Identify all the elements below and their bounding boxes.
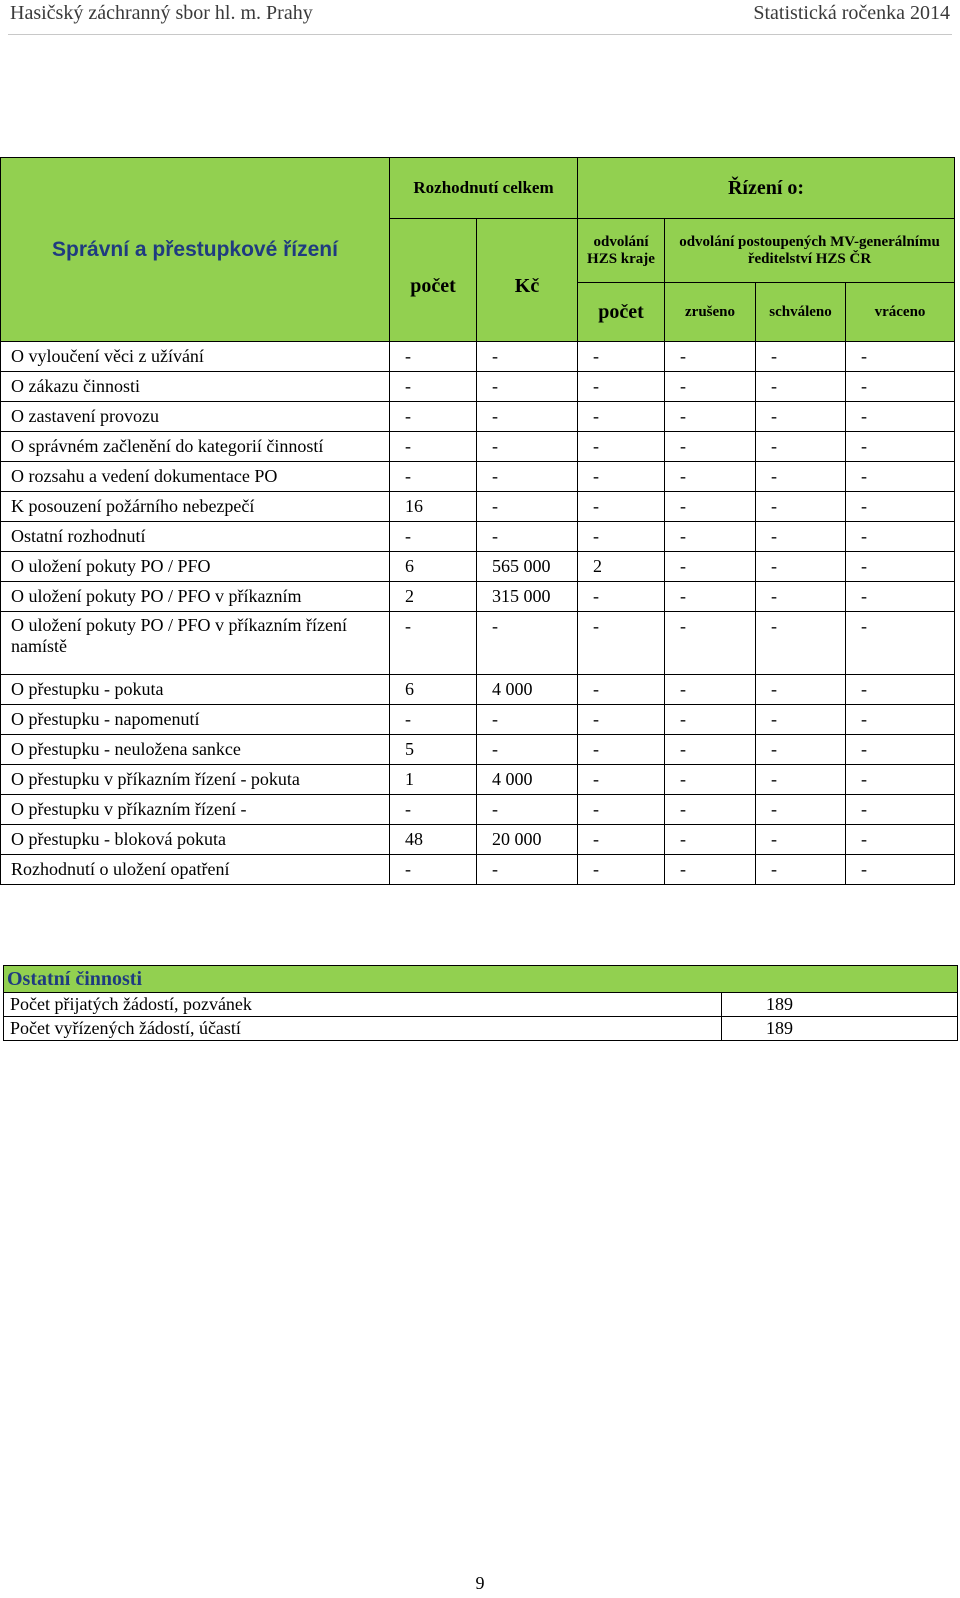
table-title-cell [1,158,390,342]
cell-pocet: - [390,432,477,462]
cell-schvaleno: - [756,855,846,885]
cell-schvaleno: - [756,675,846,705]
row-label: Počet vyřízených žádostí, účastí [4,1017,722,1041]
cell-vraceno: - [846,705,955,735]
row-label: K posouzení požárního nebezpečí [1,492,390,522]
table-row [1,342,955,372]
row-label: O přestupku - neuložena sankce [1,735,390,765]
cell-kc: - [477,795,578,825]
table-row [1,432,955,462]
table-row [1,522,955,552]
cell-vraceno: - [846,462,955,492]
cell-pocet: 6 [390,675,477,705]
cell-pocet: - [390,372,477,402]
row-label: O zastavení provozu [1,402,390,432]
cell-kc: 315 000 [477,582,578,612]
row-label: O správném začlenění do kategorií činností [1,432,390,462]
cell-pocet: 5 [390,735,477,765]
row-label: O přestupku - bloková pokuta [1,825,390,855]
cell-pocet: 16 [390,492,477,522]
cell-schvaleno: - [756,552,846,582]
cell-pocet: - [390,462,477,492]
page-number: 9 [475,1573,485,1593]
cell-zruseno: - [665,402,756,432]
cell-schvaleno: - [756,402,846,432]
cell-kc: 4 000 [477,675,578,705]
header-odvolani-hzs-kraje: odvolání HZS kraje [578,219,665,283]
header-rozhodnuti-celkem: Rozhodnutí celkem [390,158,578,219]
cell-vraceno: - [846,765,955,795]
row-label-cell [1,795,390,825]
header-organization: Hasičský záchranný sbor hl. m. Prahy [10,2,313,24]
cell-kc: - [477,432,578,462]
table-row [1,552,955,582]
row-label: O vyloučení věci z užívání [1,342,390,372]
cell-kc: - [477,492,578,522]
header-rizeni-o: Řízení o: [578,158,955,219]
cell-odvolani-kraje: - [578,342,665,372]
other-activities-table [3,965,958,1041]
cell-pocet: - [390,612,477,675]
table-row [1,705,955,735]
table-row [4,993,958,1017]
cell-vraceno: - [846,855,955,885]
table-row [1,855,955,885]
cell-odvolani-kraje: - [578,675,665,705]
table-row [4,1017,958,1041]
cell-zruseno: - [665,342,756,372]
cell-zruseno: - [665,522,756,552]
cell-odvolani-kraje: - [578,432,665,462]
cell-odvolani-kraje: - [578,462,665,492]
cell-schvaleno: - [756,462,846,492]
row-label: O přestupku v příkazním řízení - pokuta [1,765,390,795]
table-row [1,735,955,765]
cell-schvaleno: - [756,342,846,372]
cell-schvaleno: - [756,795,846,825]
cell-odvolani-kraje: 2 [578,552,665,582]
cell-vraceno: - [846,522,955,552]
cell-vraceno: - [846,582,955,612]
cell-odvolani-kraje: - [578,492,665,522]
cell-schvaleno: - [756,765,846,795]
cell-zruseno: - [665,432,756,462]
cell-schvaleno: - [756,612,846,675]
cell-schvaleno: - [756,825,846,855]
cell-schvaleno: - [756,705,846,735]
cell-schvaleno: - [756,432,846,462]
cell-odvolani-kraje: - [578,582,665,612]
header-schvaleno: schváleno [756,283,846,342]
cell-pocet: 48 [390,825,477,855]
cell-pocet: 6 [390,552,477,582]
cell-odvolani-kraje: - [578,825,665,855]
row-label: O přestupku - pokuta [1,675,390,705]
cell-odvolani-kraje: - [578,612,665,675]
cell-vraceno: - [846,372,955,402]
cell-zruseno: - [665,705,756,735]
header-pocet-odvolani: počet [578,283,665,342]
cell-vraceno: - [846,825,955,855]
cell-vraceno: - [846,402,955,432]
header-zruseno: zrušeno [665,283,756,342]
table-row [1,582,955,612]
cell-pocet: 1 [390,765,477,795]
cell-odvolani-kraje: - [578,522,665,552]
table-row [1,825,955,855]
cell-schvaleno: - [756,492,846,522]
cell-vraceno: - [846,492,955,522]
cell-odvolani-kraje: - [578,735,665,765]
header-kc: Kč [477,219,578,342]
row-label: O uložení pokuty PO / PFO [1,552,390,582]
cell-odvolani-kraje: - [578,795,665,825]
header-divider [8,34,952,35]
cell-kc: - [477,522,578,552]
cell-pocet: - [390,795,477,825]
cell-kc: 4 000 [477,765,578,795]
cell-kc: 565 000 [477,552,578,582]
cell-vraceno: - [846,735,955,765]
header-pocet: počet [390,219,477,342]
cell-zruseno: - [665,462,756,492]
row-label: Ostatní rozhodnutí [1,522,390,552]
row-label: Rozhodnutí o uložení opatření [1,855,390,885]
cell-kc: - [477,855,578,885]
cell-zruseno: - [665,855,756,885]
cell-schvaleno: - [756,372,846,402]
cell-schvaleno: - [756,735,846,765]
table-row [1,402,955,432]
cell-pocet: - [390,342,477,372]
row-value: 189 [722,993,958,1017]
cell-zruseno: - [665,735,756,765]
cell-vraceno: - [846,432,955,462]
row-value: 189 [722,1017,958,1041]
cell-pocet: - [390,705,477,735]
cell-zruseno: - [665,582,756,612]
cell-zruseno: - [665,612,756,675]
row-label: O zákazu činnosti [1,372,390,402]
table-row [1,492,955,522]
cell-pocet: - [390,402,477,432]
cell-kc: - [477,705,578,735]
cell-kc: - [477,372,578,402]
cell-kc: 20 000 [477,825,578,855]
cell-zruseno: - [665,795,756,825]
cell-pocet: 2 [390,582,477,612]
cell-odvolani-kraje: - [578,402,665,432]
cell-zruseno: - [665,675,756,705]
header-odvolani-postoupenych: odvolání postoupených MV-generálnímu ředitelství HZS ČR [665,219,955,283]
cell-odvolani-kraje: - [578,855,665,885]
row-label: Počet přijatých žádostí, pozvánek [4,993,722,1017]
cell-vraceno: - [846,795,955,825]
table-row [1,462,955,492]
cell-zruseno: - [665,825,756,855]
cell-vraceno: - [846,552,955,582]
table-row [1,795,955,825]
table-row [1,612,955,675]
cell-schvaleno: - [756,522,846,552]
table-row [1,675,955,705]
header-vraceno: vráceno [846,283,955,342]
cell-vraceno: - [846,612,955,675]
cell-kc: - [477,462,578,492]
cell-pocet: - [390,855,477,885]
other-activities-title: Ostatní činnosti [4,966,958,993]
cell-zruseno: - [665,765,756,795]
decisions-table [0,157,955,885]
header-publication: Statistická ročenka 2014 [753,2,950,24]
cell-schvaleno: - [756,582,846,612]
cell-kc: - [477,612,578,675]
table-title: Správní a přestupkové řízení [52,237,338,261]
cell-kc: - [477,342,578,372]
row-label: O rozsahu a vedení dokumentace PO [1,462,390,492]
cell-kc: - [477,402,578,432]
row-label: O přestupku v příkazním řízení - [11,799,247,819]
row-label: O přestupku - napomenutí [1,705,390,735]
row-label: O uložení pokuty PO / PFO v příkazním řízení namístě [1,612,390,675]
cell-odvolani-kraje: - [578,765,665,795]
table-row [1,372,955,402]
cell-odvolani-kraje: - [578,705,665,735]
cell-pocet: - [390,522,477,552]
row-label: O uložení pokuty PO / PFO v příkazním [1,582,390,612]
cell-kc: - [477,735,578,765]
cell-vraceno: - [846,342,955,372]
cell-zruseno: - [665,492,756,522]
cell-zruseno: - [665,372,756,402]
cell-vraceno: - [846,675,955,705]
cell-odvolani-kraje: - [578,372,665,402]
table-row [1,765,955,795]
cell-zruseno: - [665,552,756,582]
